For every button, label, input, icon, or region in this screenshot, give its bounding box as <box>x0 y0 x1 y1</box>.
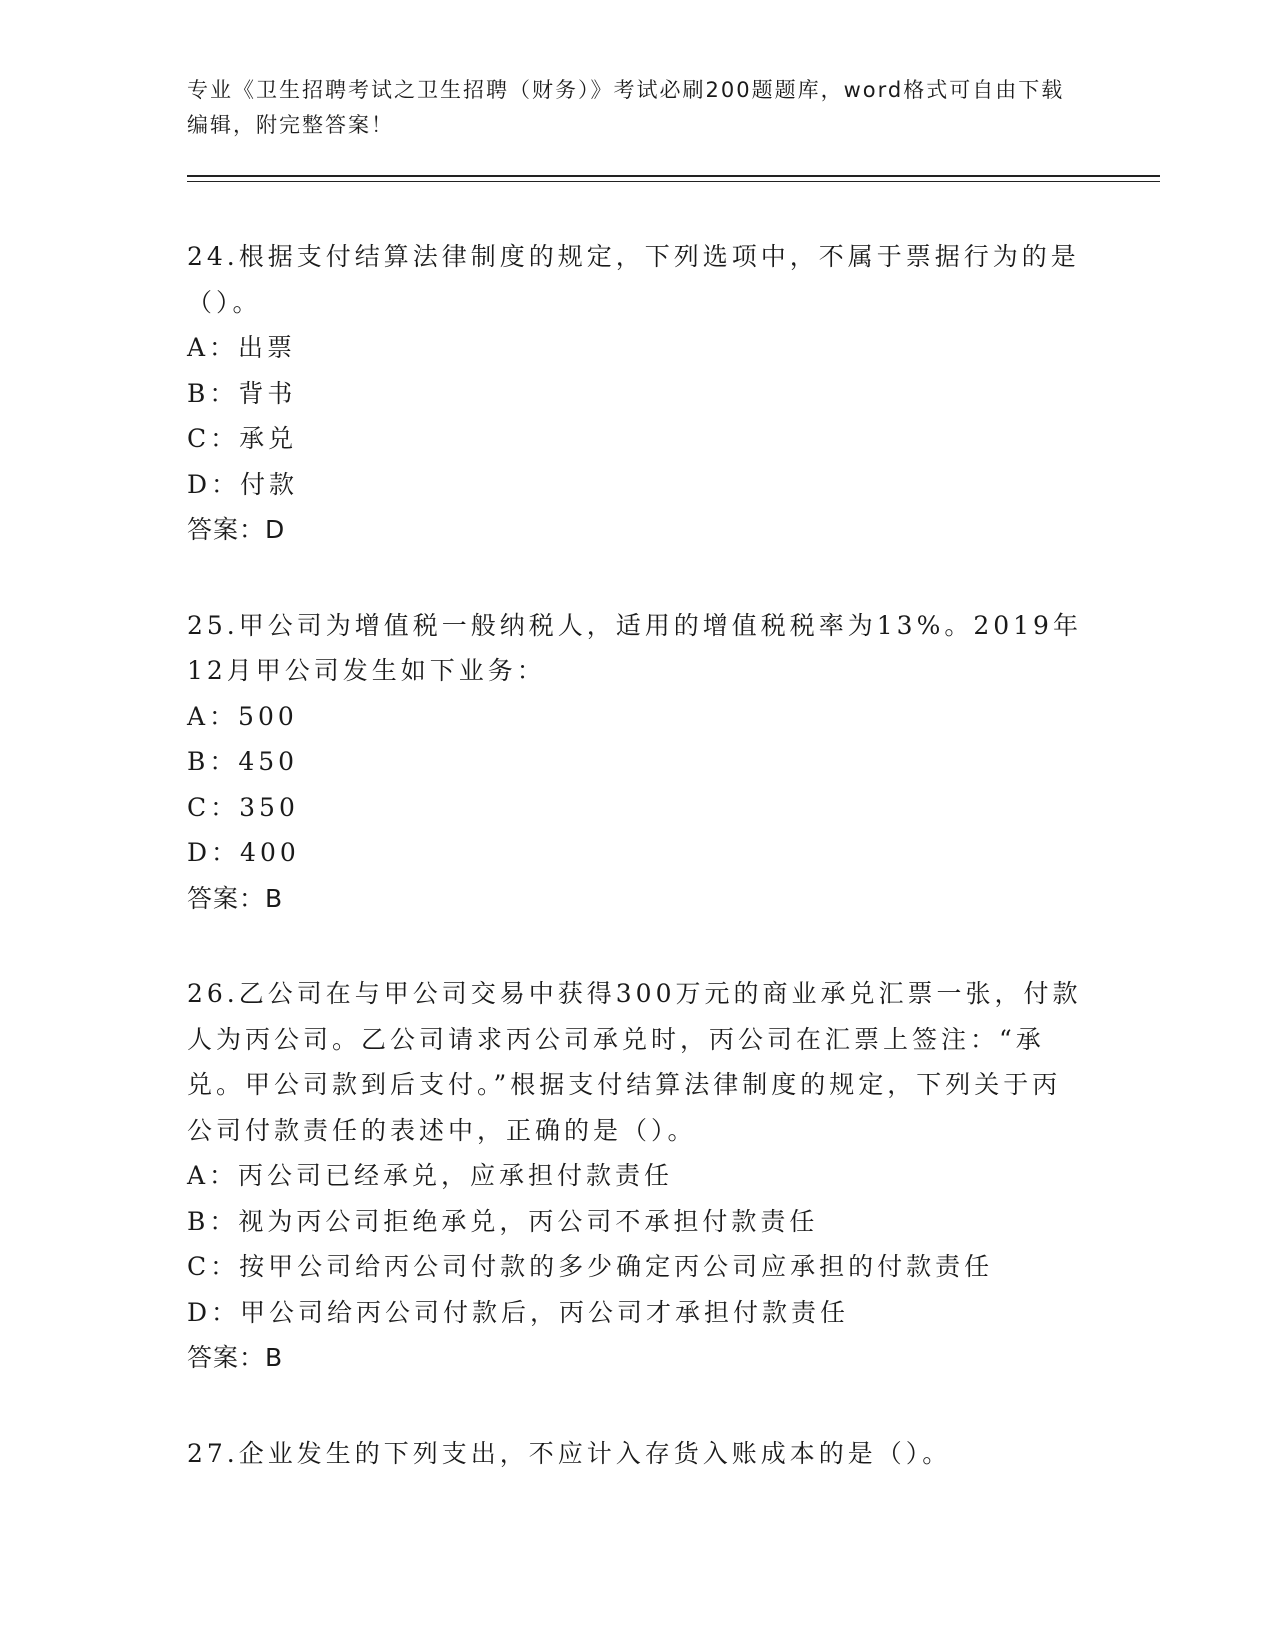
header-divider-thin <box>187 181 1160 182</box>
option-c: C：承兑 <box>187 424 298 453</box>
option-b: B：450 <box>187 747 299 776</box>
option-c: C：350 <box>187 792 299 822</box>
option-a: A：出票 <box>187 333 297 362</box>
question-stem: 25.甲公司为增值税一般纳税人，适用的增值税税率为13%。2019年12月甲公司发生如下业务： <box>187 610 1082 685</box>
option-c: C：按甲公司给丙公司付款的多少确定丙公司应承担的付款责任 <box>187 1252 994 1281</box>
document-header: 专业《卫生招聘考试之卫生招聘（财务）》考试必刷200题题库，word格式可自由下载编辑，附完整答案！ <box>187 78 1065 137</box>
option-b: B：视为丙公司拒绝承兑，丙公司不承担付款责任 <box>187 1206 819 1236</box>
answer-label: 答案：B <box>187 1343 284 1372</box>
option-d: D：400 <box>187 838 300 867</box>
option-a: A：丙公司已经承兑，应承担付款责任 <box>187 1161 674 1190</box>
question-27 <box>187 1431 1087 1477</box>
header-divider <box>187 175 1160 177</box>
question-stem: 24.根据支付结算法律制度的规定，下列选项中，不属于票据行为的是（）。 <box>187 242 1080 317</box>
option-a: A：500 <box>187 701 298 731</box>
option-d: D：付款 <box>187 469 299 499</box>
question-stem: 27.企业发生的下列支出，不应计入存货入账成本的是（）。 <box>187 1438 952 1468</box>
question-26 <box>187 971 1087 1381</box>
question-list <box>187 234 1087 1526</box>
answer-label: 答案：B <box>187 883 284 913</box>
answer-label: 答案：D <box>187 515 286 544</box>
question-24 <box>187 234 1087 553</box>
question-25 <box>187 603 1087 922</box>
option-b: B：背书 <box>187 378 297 408</box>
question-stem: 26.乙公司在与甲公司交易中获得300万元的商业承兑汇票一张，付款人为丙公司。乙公司请求丙公司承兑时，丙公司在汇票上签注：“承兑。甲公司款到后支付。”根据支付结算法律制度的规定，下列关于丙公司付款责任的表述中，正确的是（）。 <box>187 979 1082 1145</box>
option-d: D：甲公司给丙公司付款后，丙公司才承担付款责任 <box>187 1297 850 1327</box>
